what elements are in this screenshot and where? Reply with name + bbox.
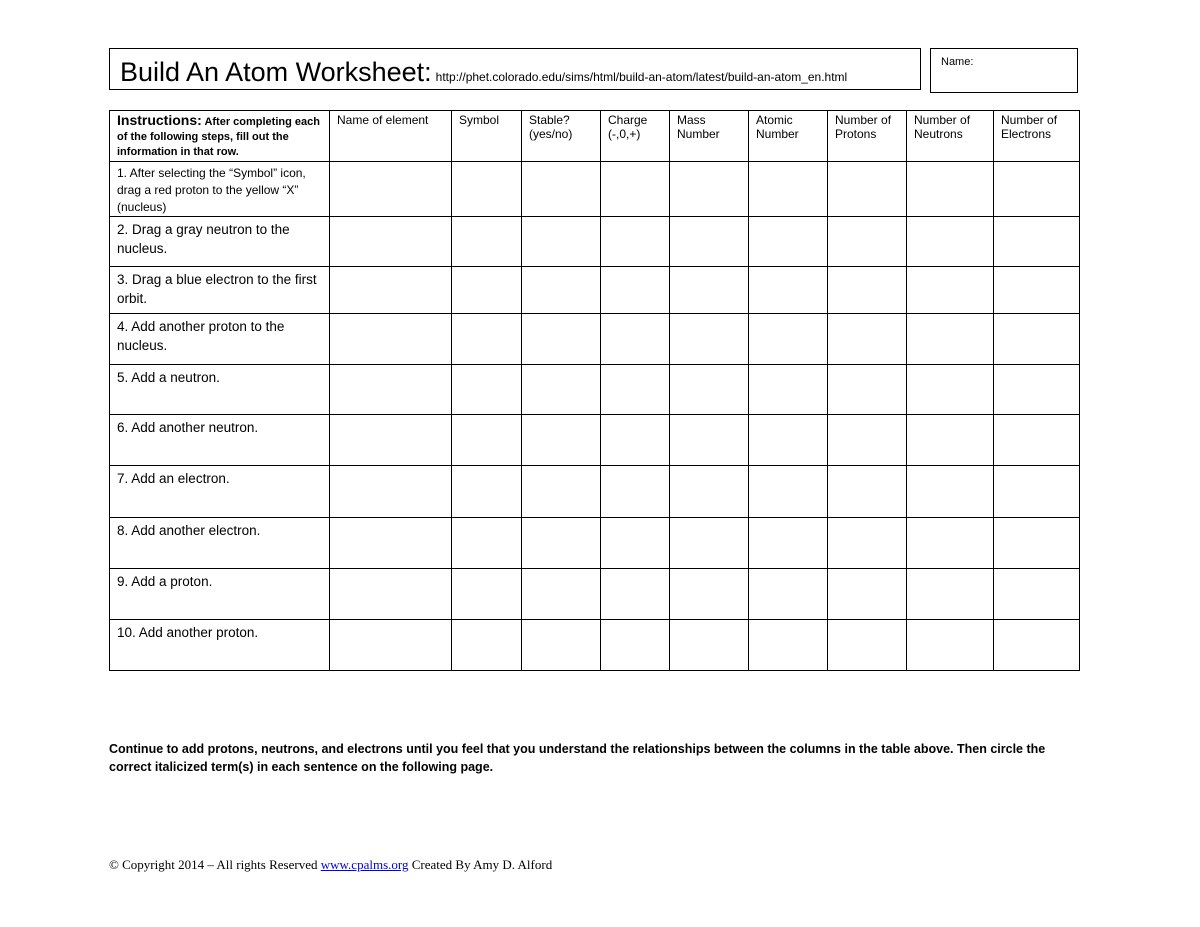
answer-cell-stable[interactable] — [522, 365, 601, 415]
answer-cell-atomic-number[interactable] — [749, 162, 828, 217]
answer-cell-number-of-neutrons[interactable] — [907, 162, 994, 217]
answer-cell-number-of-neutrons[interactable] — [907, 620, 994, 671]
answer-cell-number-of-protons[interactable] — [828, 466, 907, 518]
answer-cell-atomic-number[interactable] — [749, 466, 828, 518]
answer-cell-stable[interactable] — [522, 518, 601, 569]
answer-cell-name-of-element[interactable] — [330, 569, 452, 620]
step-instruction: 4. Add another proton to the nucleus. — [110, 314, 330, 365]
step-instruction: 10. Add another proton. — [110, 620, 330, 671]
answer-cell-symbol[interactable] — [452, 267, 522, 314]
step-instruction: 9. Add a proton. — [110, 569, 330, 620]
answer-cell-charge[interactable] — [601, 620, 670, 671]
answer-cell-number-of-neutrons[interactable] — [907, 466, 994, 518]
table-row — [110, 217, 1080, 267]
column-header-number-of-protons: Number of Protons — [828, 111, 907, 162]
answer-cell-stable[interactable] — [522, 466, 601, 518]
answer-cell-stable[interactable] — [522, 162, 601, 217]
answer-cell-symbol[interactable] — [452, 314, 522, 365]
answer-cell-mass-number[interactable] — [670, 518, 749, 569]
answer-cell-atomic-number[interactable] — [749, 217, 828, 267]
table-row — [110, 518, 1080, 569]
answer-cell-symbol[interactable] — [452, 466, 522, 518]
table-row — [110, 365, 1080, 415]
answer-cell-number-of-neutrons[interactable] — [907, 217, 994, 267]
instructions-text: After completing each of the following steps, fill out the information in that row. — [117, 116, 320, 158]
column-header-number-of-neutrons: Number of Neutrons — [907, 111, 994, 162]
answer-cell-number-of-electrons[interactable] — [994, 415, 1080, 466]
answer-cell-number-of-electrons[interactable] — [994, 466, 1080, 518]
answer-cell-number-of-neutrons[interactable] — [907, 314, 994, 365]
answer-cell-symbol[interactable] — [452, 415, 522, 466]
table-body — [110, 162, 1080, 671]
answer-cell-mass-number[interactable] — [670, 569, 749, 620]
page-title — [120, 56, 847, 90]
title-box — [109, 48, 921, 90]
table-row — [110, 466, 1080, 518]
answer-cell-number-of-neutrons[interactable] — [907, 569, 994, 620]
answer-cell-charge[interactable] — [601, 365, 670, 415]
answer-cell-symbol[interactable] — [452, 518, 522, 569]
atom-worksheet-table — [109, 110, 1080, 671]
column-header-charge: Charge (-,0,+) — [601, 111, 670, 162]
name-label: Name: — [941, 56, 974, 68]
answer-cell-name-of-element[interactable] — [330, 415, 452, 466]
answer-cell-atomic-number[interactable] — [749, 415, 828, 466]
answer-cell-charge[interactable] — [601, 569, 670, 620]
answer-cell-atomic-number[interactable] — [749, 620, 828, 671]
worksheet-title: Build An Atom Worksheet: — [120, 57, 432, 87]
answer-cell-symbol[interactable] — [452, 569, 522, 620]
answer-cell-name-of-element[interactable] — [330, 162, 452, 217]
answer-cell-number-of-electrons[interactable] — [994, 314, 1080, 365]
answer-cell-atomic-number[interactable] — [749, 365, 828, 415]
answer-cell-number-of-electrons[interactable] — [994, 569, 1080, 620]
table-header-row — [110, 111, 1080, 162]
column-header-stable: Stable? (yes/no) — [522, 111, 601, 162]
column-header-mass-number: Mass Number — [670, 111, 749, 162]
answer-cell-mass-number[interactable] — [670, 620, 749, 671]
column-header-number-of-electrons: Number of Electrons — [994, 111, 1080, 162]
answer-cell-stable[interactable] — [522, 217, 601, 267]
answer-cell-number-of-neutrons[interactable] — [907, 415, 994, 466]
answer-cell-mass-number[interactable] — [670, 466, 749, 518]
answer-cell-symbol[interactable] — [452, 162, 522, 217]
answer-cell-name-of-element[interactable] — [330, 267, 452, 314]
answer-cell-number-of-neutrons[interactable] — [907, 365, 994, 415]
continue-instructions: Continue to add protons, neutrons, and electrons until you feel that you understand the relationships between the columns in the table above. Then circle the correct italicized term(s) in each sentence on the following page. — [109, 742, 1046, 774]
answer-cell-number-of-protons[interactable] — [828, 569, 907, 620]
instructions-header — [110, 111, 330, 162]
answer-cell-atomic-number[interactable] — [749, 518, 828, 569]
simulation-url[interactable]: http://phet.colorado.edu/sims/html/build-an-atom/latest/build-an-atom_en.html — [435, 70, 848, 84]
step-instruction: 3. Drag a blue electron to the first orbit. — [110, 267, 330, 314]
answer-cell-charge[interactable] — [601, 518, 670, 569]
answer-cell-symbol[interactable] — [452, 217, 522, 267]
answer-cell-name-of-element[interactable] — [330, 466, 452, 518]
answer-cell-name-of-element[interactable] — [330, 314, 452, 365]
answer-cell-stable[interactable] — [522, 415, 601, 466]
answer-cell-stable[interactable] — [522, 314, 601, 365]
answer-cell-number-of-electrons[interactable] — [994, 267, 1080, 314]
answer-cell-atomic-number[interactable] — [749, 314, 828, 365]
answer-cell-charge[interactable] — [601, 314, 670, 365]
table-row — [110, 314, 1080, 365]
name-field[interactable] — [930, 48, 1078, 93]
answer-cell-symbol[interactable] — [452, 365, 522, 415]
answer-cell-number-of-neutrons[interactable] — [907, 267, 994, 314]
column-header-atomic-number: Atomic Number — [749, 111, 828, 162]
answer-cell-number-of-protons[interactable] — [828, 415, 907, 466]
answer-cell-charge[interactable] — [601, 267, 670, 314]
answer-cell-name-of-element[interactable] — [330, 620, 452, 671]
created-by-text: Created By Amy D. Alford — [411, 857, 553, 872]
footer — [109, 857, 552, 873]
step-instruction: 5. Add a neutron. — [110, 365, 330, 415]
answer-cell-number-of-electrons[interactable] — [994, 162, 1080, 217]
table-row — [110, 415, 1080, 466]
answer-cell-number-of-electrons[interactable] — [994, 217, 1080, 267]
answer-cell-number-of-electrons[interactable] — [994, 518, 1080, 569]
answer-cell-mass-number[interactable] — [670, 162, 749, 217]
step-instruction: 6. Add another neutron. — [110, 415, 330, 466]
copyright-text: © Copyright 2014 – All rights Reserved — [109, 857, 318, 872]
answer-cell-charge[interactable] — [601, 415, 670, 466]
step-instruction: 2. Drag a gray neutron to the nucleus. — [110, 217, 330, 267]
answer-cell-number-of-protons[interactable] — [828, 365, 907, 415]
instructions-heading: Instructions: — [117, 112, 202, 128]
answer-cell-name-of-element[interactable] — [330, 518, 452, 569]
answer-cell-number-of-protons[interactable] — [828, 267, 907, 314]
answer-cell-mass-number[interactable] — [670, 415, 749, 466]
table-row — [110, 620, 1080, 671]
answer-cell-atomic-number[interactable] — [749, 569, 828, 620]
answer-cell-number-of-protons[interactable] — [828, 314, 907, 365]
answer-cell-number-of-electrons[interactable] — [994, 620, 1080, 671]
answer-cell-number-of-protons[interactable] — [828, 620, 907, 671]
table-row — [110, 569, 1080, 620]
answer-cell-number-of-protons[interactable] — [828, 217, 907, 267]
step-instruction: 1. After selecting the “Symbol” icon, drag a red proton to the yellow “X” (nucleus) — [110, 162, 330, 217]
answer-cell-stable[interactable] — [522, 267, 601, 314]
step-instruction: 7. Add an electron. — [110, 466, 330, 518]
answer-cell-number-of-protons[interactable] — [828, 162, 907, 217]
step-instruction: 8. Add another electron. — [110, 518, 330, 569]
answer-cell-stable[interactable] — [522, 569, 601, 620]
table-row — [110, 267, 1080, 314]
answer-cell-charge[interactable] — [601, 466, 670, 518]
answer-cell-mass-number[interactable] — [670, 314, 749, 365]
answer-cell-mass-number[interactable] — [670, 365, 749, 415]
answer-cell-atomic-number[interactable] — [749, 267, 828, 314]
answer-cell-number-of-electrons[interactable] — [994, 365, 1080, 415]
answer-cell-number-of-neutrons[interactable] — [907, 518, 994, 569]
column-header-symbol: Symbol — [452, 111, 522, 162]
column-header-name-of-element: Name of element — [330, 111, 452, 162]
answer-cell-name-of-element[interactable] — [330, 365, 452, 415]
table-row — [110, 162, 1080, 217]
answer-cell-charge[interactable] — [601, 217, 670, 267]
answer-cell-name-of-element[interactable] — [330, 217, 452, 267]
answer-cell-charge[interactable] — [601, 162, 670, 217]
answer-cell-mass-number[interactable] — [670, 217, 749, 267]
answer-cell-symbol[interactable] — [452, 620, 522, 671]
answer-cell-number-of-protons[interactable] — [828, 518, 907, 569]
cpalms-link[interactable]: www.cpalms.org — [320, 857, 409, 872]
answer-cell-mass-number[interactable] — [670, 267, 749, 314]
answer-cell-stable[interactable] — [522, 620, 601, 671]
